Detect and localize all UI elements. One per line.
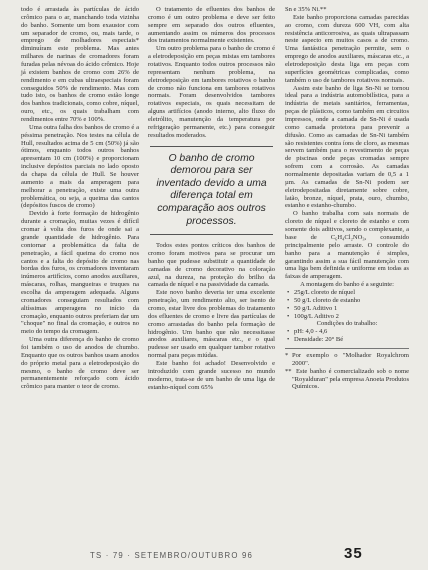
footnotes [285,348,409,391]
paragraph: O banho trabalha com sais normais de cloreto de níquel e cloreto de estanho e com somente dois aditivos, sendo o complexante, a base de C₆H₄Cl₂NO₃, consumido principalmente pelo arraste. O controle do banho para a manutenção é simples, garantindo assim a sua fácil manutenção com uma liga bem definida e uniforme em todas as faixas de amperagem. [285,210,409,281]
footnote-text: Por exemplo o "Molhador Royalchrom 2000". [292,351,409,367]
composition-item: • 100g/L Aditivo 2 [285,313,409,321]
footnote [285,352,409,368]
paragraph: todo é arrastada às partículas de ácido crômico para o ar, manchando toda vizinha do banho. Somente um bom exaustor com um separador de cromo, ou, mais tarde, o emprego de molhadores especiais* diminuíram este problema. Mas antes milhares de narinas de cromadores foram furadas pelas névoas do ácido crômico. Hoje já existem banhos de cromo com 26% de rendimento e em cubas ultraespeciais foram conseguidos 50% de rendimento. Mas com tudo isto, os banhos de cromo estão longe dos banhos tradicionais, como cobre, níquel, ouro, etc., os quais trabalham com rendimentos entre 70% e 100%. [21,6,139,124]
paragraph: Uma outra diferença do banho de cromo foi também o uso de anodos de chumbo. Enquanto que os outros banhos usam anodos do próprio metal para a eletrodeposição do mesmo, o banho de cromo deve ser permanentemente reforçado com ácido crômico para manter o teor de cromo. [21,336,139,391]
composition-item: • 25g/L cloreto de níquel [285,289,409,297]
condition-item: • pH: 4,0 - 4,6 [285,328,409,336]
page-number: 35 [344,545,363,562]
paragraph: Uma outra falha dos banhos de cromo é a péssima penetração. Nos testes na célula de Hull, resultados acima de 5 cm (50%) já são ótimos, enquanto todos outros banhos apresentam 10 cm (100%) e proporcionam inclusive depósitos parciais no lado oposto da chapa da célula de Hull. Se houver aumento a mais da amperagem para melhorar a penetração, existe uma outra problemática, ou seja, a queima das cantos (depósitos fuscos de cromo) [21,123,139,210]
footnote-mark: * [285,351,289,359]
running-footer: TS · 79 · SETEMBRO/OUTUBRO 96 [90,551,254,560]
footnote-mark: ** [285,367,292,375]
article-column-2 [148,6,275,392]
footnote [285,368,409,392]
paragraph: Assim este banho de liga Sn-Ni se tornou ideal para a indústria automobilística, para a indústria de metais sanitários, ferramentas, peças de plásticos, como também em circuitos impressos, onde a camada de Sn-Ni é usada como camada protetora para prevenir a difusão. Como as camadas de Sn-Ni também são resistentes contra íons de cloro, as mesmas servem também para o revestimento de peças de piscinas onde peças cromadas sempre sofrem com a corrosão. As camadas normalmente depositadas variam de 0,5 a 1 µm. As camadas de Sn-Ni podem ser eletrodepositadas diretamente sobre cobre, latão, bronze, níquel, prata, ouro, chumbo, estanho e estanho-chumbo. [285,84,409,210]
composition-item: • 50 g/L Aditivo 1 [285,305,409,313]
composition-item: • 50 g/L cloreto de estanho [285,297,409,305]
paragraph: Devido à forte formação de hidrogênio durante a cromação, muitas vezes é difícil cromar à volta dos furos de onde sai a grande quantidade de hidrogênio. Para contornar a problemática da falta de penetração, a fácil queima do cromo nos cantos e a falta do depósito de cromo nas bordas dos furos, os cromadores inventaram inúmeros artifícios, como anodos auxiliares, máscaras, rolhas, mangueiras e truques na escolha da amperagem adequada. Alguns cromadores conseguiam resultados com altíssimas amperagens no início da cromação, enquanto outros preferiam dar um "choque" no final da cromação, e outros no meio do tempo da cromagem. [21,210,139,336]
paragraph: Este banho proporciona camadas parecidas ao cromo, com dureza 600 VH, com alta resistência anticorrosiva, as quais ultrapassam neste aspecto em muitos casos a de cromo. Uma fantástica penetração permite, sem o emprego de anodos auxiliares, máscaras etc., a eletrodeposição desta liga em peças com superfícies geométricas complicadas, como também o uso de tambores rotativos normais. [285,13,409,84]
paragraph: Este banho foi achado! Desenvolvido e introduzido com grande sucesso no mundo moderno, trata-se de um banho de uma liga de estanho-níquel com 65% [148,360,275,391]
article-column-1 [21,6,139,391]
paragraph: Um outro problema para o banho de cromo é a eletrodeposição em peças mistas em tambores rotativos. Enquanto todos outros processos não representam nenhum problema, na eletrodeposição em tambores rotativos o banho de cromo não funciona em tambores rotativos normais. Foram desenvolvidos tambores rotativos especiais, os quais necessitam de alguns artifícios (anodo interno, alto fluxo do eletrólito, manutenção da temperatura por refrigeração permanente, etc.) para conseguir resultados moderados. [148,45,275,139]
paragraph: Este novo banho deveria ter uma excelente penetração, um rendimento alto, ser isento de cromo, estar livre dos problemas do tratamento dos efluentes de cromo e livre das partículas de cromo arrastadas do banho pela formação de hidrogênio. Um banho que não necessitasse anodos auxiliares, máscaras etc., e o qual pudesse ser usado em qualquer tambor rotativo normal para peças miúdas. [148,289,275,360]
pull-quote: O banho de cromo demorou para ser inventado devido a uma diferença total em comparação aos outros processos. [150,146,273,236]
paragraph: Todos estes pontos críticos dos banhos de cromo foram motivos para se procurar um banho que pudesse substituir a quantidade de camadas de cromo decorativo na coloração azul, na dureza, na proteção do brilho da camada de níquel e na passividade da camada. [148,242,275,289]
bath-composition-heading: A montagem do banho é a seguinte: [300,281,394,289]
paragraph: Sn e 35% Ni.** [285,6,327,13]
condition-item: • Densidade: 20° Bé [285,336,409,344]
paragraph: O tratamento de efluentes dos banhos de cromo é um outro problema e deve ser feito sempre em separado dos outros efluentes, aumentando assim os números dos processos dos tratamentos normalmente existentes. [148,6,275,45]
article-column-3 [285,6,409,391]
footnote-text: Este banho é comercializado sob o nome "Royalduran" pela empresa Anoeta Produtos Químicos. [292,367,409,391]
conditions-heading: Condições do trabalho: [316,320,378,328]
